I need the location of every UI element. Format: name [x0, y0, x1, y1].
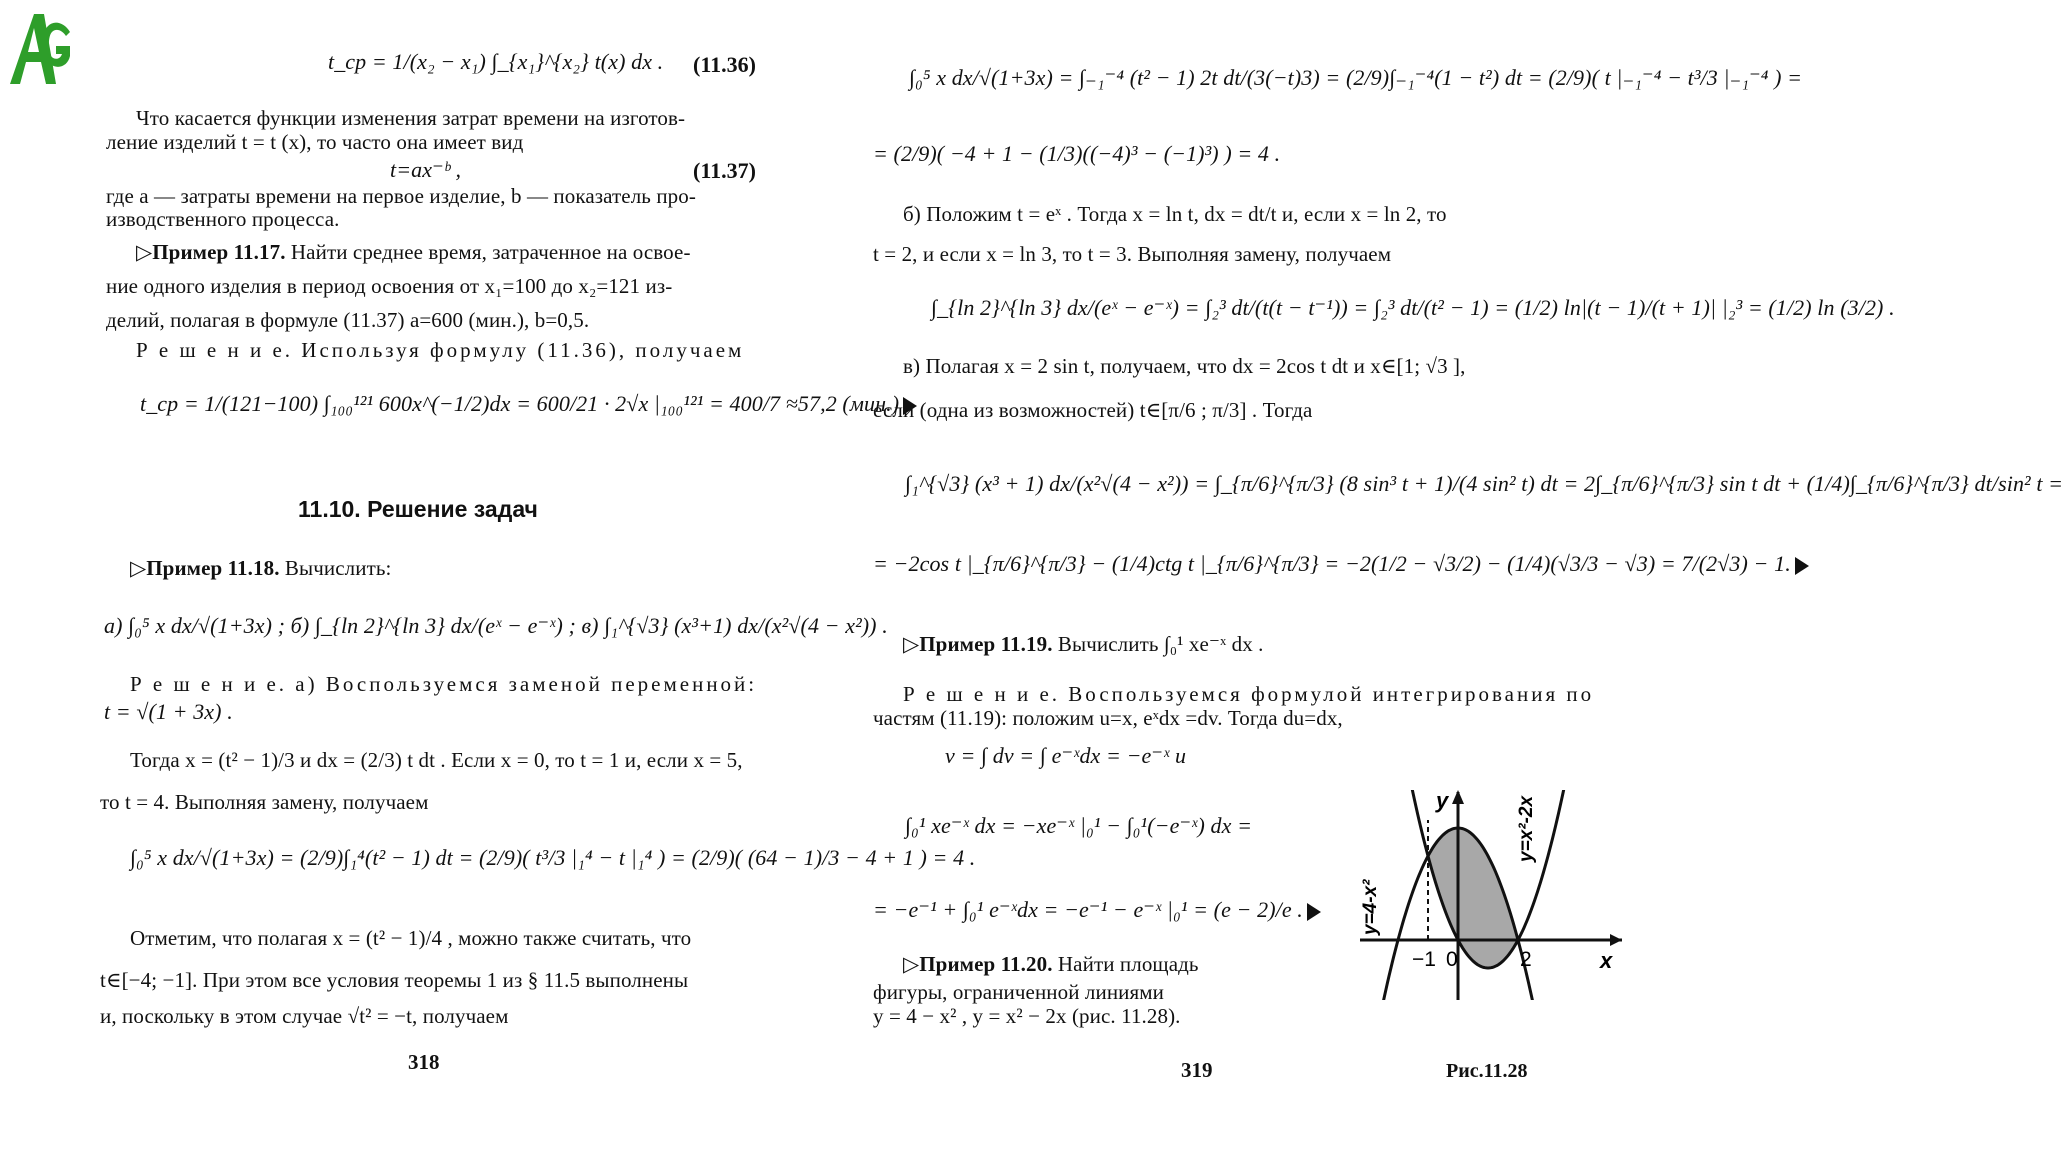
example-label: ▷Пример 11.17.	[136, 240, 286, 264]
figure-11-28	[1360, 790, 1625, 1055]
solution-line: Р е ш е н и е. Используя формулу (11.36), получаем	[136, 338, 745, 362]
solution-line: Р е ш е н и е. а) Воспользуемся заменой переменной:	[130, 672, 758, 696]
example-11-19-line: ▷Пример 11.19. Вычислить ∫₀¹ xe⁻ˣ dx .	[903, 632, 1264, 656]
formula-parts-1: ∫₀¹ xe⁻ˣ dx = −xe⁻ˣ |₀¹ − ∫₀¹(−e⁻ˣ) dx =	[905, 813, 1253, 838]
paragraph-line: б) Положим t = eˣ . Тогда x = ln t, dx = dt/t и, если x = ln 2, то	[903, 202, 1447, 226]
tick-2: 2	[1520, 948, 1532, 971]
paragraph-line: и, поскольку в этом случае √t² = −t, получаем	[100, 1004, 509, 1028]
formula-part-a: ∫₀⁵ x dx/√(1+3x) = (2/9)∫₁⁴(t² − 1) dt = (2/9)( t³/3 |₁⁴ − t |₁⁴ ) = (2/9)( (64 − 1)/3 − 4 + 1 ) = 4 .	[130, 845, 976, 870]
paragraph-line: y = 4 − x² , y = x² − 2x (рис. 11.28).	[873, 1004, 1181, 1028]
example-11-20-line: ▷Пример 11.20. Найти площадь	[903, 952, 1199, 976]
tick-minus-1: −1	[1412, 948, 1436, 971]
paragraph-line: то t = 4. Выполняя замену, получаем	[100, 790, 429, 814]
figure-caption: Рис.11.28	[1446, 1060, 1528, 1082]
formula-parts-2: = −e⁻¹ + ∫₀¹ e⁻ˣdx = −e⁻¹ − e⁻ˣ |₀¹ = (e − 2)/e .	[873, 898, 1321, 922]
formula-solution-11-17: t_ср = 1/(121−100) ∫₁₀₀¹²¹ 600x^(−1/2)dx = 600/21 · 2√x |₁₀₀¹²¹ = 400/7 ≈57,2 (мин.)	[140, 392, 917, 416]
paragraph-line: фигуры, ограниченной линиями	[873, 980, 1165, 1004]
curve-label-1: y=4-x²	[1360, 879, 1381, 935]
page-number: 318	[408, 1050, 440, 1074]
paragraph-line: Отметим, что полагая x = (t² − 1)/4 , можно также считать, что	[130, 926, 692, 950]
axis-label-x: x	[1600, 948, 1613, 973]
axis-label-y: y	[1436, 788, 1449, 813]
paragraph-line: где a — затраты времени на первое изделие, b — показатель про-	[106, 184, 696, 208]
formula-v: v = ∫ dv = ∫ e⁻ˣdx = −e⁻ˣ и	[945, 743, 1187, 768]
paragraph-line: Тогда x = (t² − 1)/3 и dx = (2/3) t dt . Если x = 0, то t = 1 и, если x = 5,	[130, 748, 743, 772]
paragraph-line: в) Полагая x = 2 sin t, получаем, что dx = 2cos t dt и x∈[1; √3 ],	[903, 354, 1466, 378]
formula-11-37: t=ax⁻ᵇ ,	[390, 157, 462, 182]
formula-top-1: ∫₀⁵ x dx/√(1+3x) = ∫₋₁⁻⁴ (t² − 1) 2t dt/(3(−t)3) = (2/9)∫₋₁⁻⁴(1 − t²) dt = (2/9)( t |₋₁⁻⁴ − t³/3 |₋₁⁻⁴ ) =	[909, 65, 1803, 90]
example-label: ▷Пример 11.20.	[903, 952, 1053, 976]
formula-part-c-1: ∫₁^{√3} (x³ + 1) dx/(x²√(4 − x²)) = ∫_{π/6}^{π/3} (8 sin³ t + 1)/(4 sin² t) dt = 2∫_{π/6}^{π/3} sin t dt + (1/4)∫_{π/6}^{π/3} dt/sin² t =	[905, 471, 2063, 496]
paragraph-line: ние одного изделия в период освоения от x₁=100 до x₂=121 из-	[106, 274, 673, 298]
page-number: 319	[1181, 1058, 1213, 1082]
formula-substitution: t = √(1 + 3x) .	[104, 699, 233, 724]
equation-number: (11.37)	[693, 158, 756, 183]
formula-11-36: t_ср = 1/(x₂ − x₁) ∫_{x₁}^{x₂} t(x) dx .	[328, 49, 664, 74]
example-label: ▷Пример 11.18.	[130, 556, 280, 580]
example-label: ▷Пример 11.19.	[903, 632, 1053, 656]
paragraph-line: Что касается функции изменения затрат времени на изготов-	[136, 106, 686, 130]
x-axis-arrow-icon	[1610, 934, 1622, 946]
end-of-example-icon	[1307, 903, 1321, 921]
paragraph-line: частям (11.19): положим u=x, eˣdx =dv. Тогда du=dx,	[873, 706, 1343, 730]
example-11-18-line: ▷Пример 11.18. Вычислить:	[130, 556, 392, 580]
paragraph-line: изводственного процесса.	[106, 207, 340, 231]
paragraph-line: делий, полагая в формуле (11.37) a=600 (мин.), b=0,5.	[106, 308, 590, 332]
formula-example-11-18: а) ∫₀⁵ x dx/√(1+3x) ; б) ∫_{ln 2}^{ln 3} dx/(eˣ − e⁻ˣ) ; в) ∫₁^{√3} (x³+1) dx/(x²√(4 − x²)) .	[104, 613, 888, 638]
paragraph-line: t = 2, и если x = ln 3, то t = 3. Выполняя замену, получаем	[873, 242, 1392, 266]
end-of-example-icon	[1795, 557, 1809, 575]
curve-label-2: y=x²-2x	[1516, 795, 1537, 862]
formula-part-b: ∫_{ln 2}^{ln 3} dx/(eˣ − e⁻ˣ) = ∫₂³ dt/(t(t − t⁻¹)) = ∫₂³ dt/(t² − 1) = (1/2) ln|(t − 1)/(t + 1)| |₂³ = (1/2) ln (3/2) .	[931, 295, 1895, 320]
equation-number: (11.36)	[693, 52, 756, 77]
formula-top-2: = (2/9)( −4 + 1 − (1/3)((−4)³ − (−1)³) ) = 4 .	[873, 141, 1281, 166]
paragraph-line: ление изделий t = t (x), то часто она имеет вид	[106, 130, 524, 154]
paragraph-line: t∈[−4; −1]. При этом все условия теоремы 1 из § 11.5 выполнены	[100, 968, 689, 992]
section-heading: 11.10. Решение задач	[298, 496, 538, 522]
y-axis-arrow-icon	[1452, 790, 1464, 804]
solution-line: Р е ш е н и е. Воспользуемся формулой интегрирования по	[903, 682, 1595, 706]
tick-0: 0	[1446, 948, 1458, 971]
page-318	[0, 0, 976, 1152]
paragraph-line: если (одна из возможностей) t∈[π/6 ; π/3] . Тогда	[873, 398, 1313, 422]
example-11-17-line: ▷Пример 11.17. Найти среднее время, затраченное на освое-	[136, 240, 691, 264]
formula-part-c-2: = −2cos t |_{π/6}^{π/3} − (1/4)ctg t |_{π/6}^{π/3} = −2(1/2 − √3/2) − (1/4)(√3/3 − √3) = 7/(2√3) − 1.	[873, 552, 1809, 576]
